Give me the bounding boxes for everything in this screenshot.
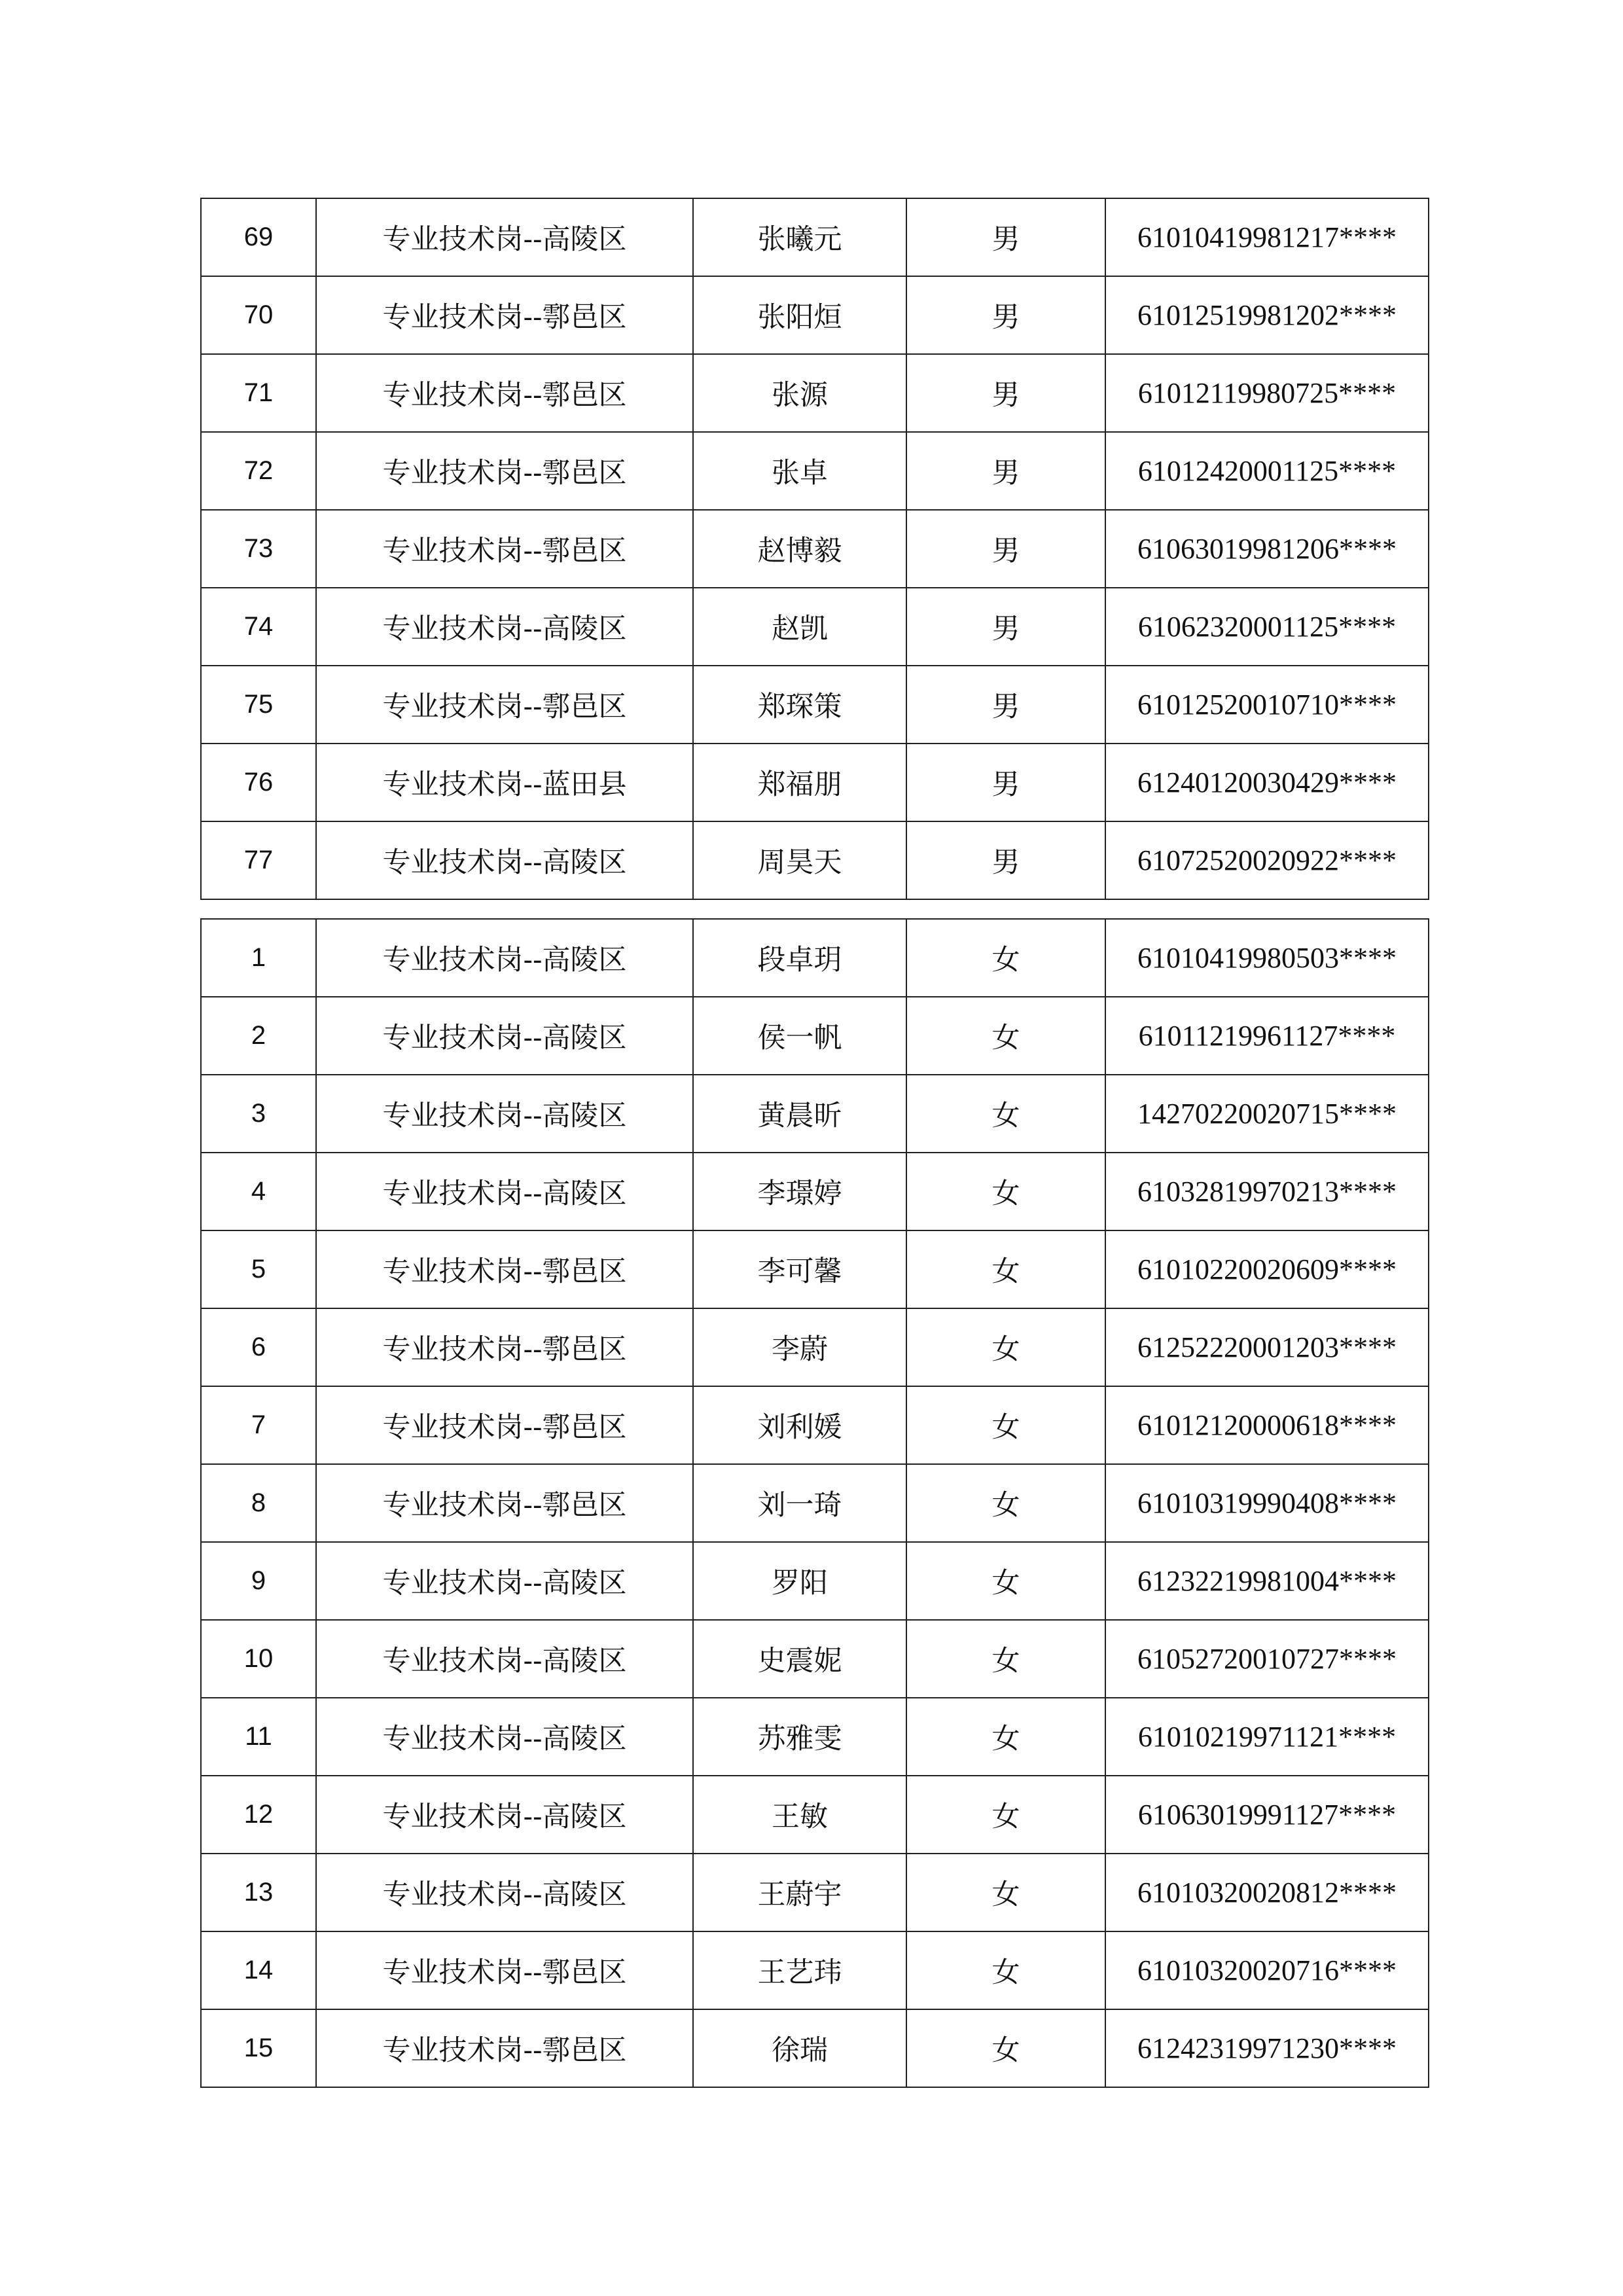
name-cell: 段卓玥 (693, 919, 906, 997)
row-number: 7 (201, 1386, 316, 1464)
post-cell: 专业技术岗--高陵区 (316, 1542, 693, 1620)
id-number-cell: 61012119980725**** (1105, 354, 1429, 432)
table-row (201, 198, 1429, 276)
table-row (201, 666, 1429, 744)
row-number: 8 (201, 1464, 316, 1542)
gender-cell: 女 (906, 1386, 1105, 1464)
table-row (201, 1854, 1429, 1931)
row-number: 75 (201, 666, 316, 744)
id-number-cell: 61012519981202**** (1105, 276, 1429, 354)
post-cell: 专业技术岗--高陵区 (316, 997, 693, 1075)
gender-cell: 女 (906, 1464, 1105, 1542)
gender-cell: 女 (906, 1542, 1105, 1620)
post-cell: 专业技术岗--鄠邑区 (316, 510, 693, 588)
name-cell: 张阳烜 (693, 276, 906, 354)
id-number-cell: 61010419980503**** (1105, 919, 1429, 997)
name-cell: 张卓 (693, 432, 906, 510)
post-cell: 专业技术岗--鄠邑区 (316, 1931, 693, 2009)
name-cell: 侯一帆 (693, 997, 906, 1075)
post-cell: 专业技术岗--鄠邑区 (316, 354, 693, 432)
id-number-cell: 61072520020922**** (1105, 821, 1429, 899)
id-number-cell: 61242319971230**** (1105, 2009, 1429, 2087)
id-number-cell: 61012120000618**** (1105, 1386, 1429, 1464)
id-number-cell: 61012520010710**** (1105, 666, 1429, 744)
post-cell: 专业技术岗--鄠邑区 (316, 1308, 693, 1386)
gender-cell: 男 (906, 744, 1105, 821)
name-cell: 王蔚宇 (693, 1854, 906, 1931)
id-number-cell: 61063019981206**** (1105, 510, 1429, 588)
id-number-cell: 61010419981217**** (1105, 198, 1429, 276)
row-number: 12 (201, 1776, 316, 1854)
male-candidates-table (200, 198, 1429, 900)
name-cell: 徐瑞 (693, 2009, 906, 2087)
male-table-body (201, 198, 1429, 899)
post-cell: 专业技术岗--鄠邑区 (316, 1464, 693, 1542)
post-cell: 专业技术岗--蓝田县 (316, 744, 693, 821)
table-row (201, 997, 1429, 1075)
table-row (201, 1386, 1429, 1464)
name-cell: 赵博毅 (693, 510, 906, 588)
row-number: 5 (201, 1230, 316, 1308)
name-cell: 张源 (693, 354, 906, 432)
gender-cell: 女 (906, 1931, 1105, 2009)
gender-cell: 女 (906, 1620, 1105, 1698)
name-cell: 李蔚 (693, 1308, 906, 1386)
gender-cell: 男 (906, 198, 1105, 276)
table-row (201, 1776, 1429, 1854)
gender-cell: 男 (906, 354, 1105, 432)
gender-cell: 男 (906, 510, 1105, 588)
row-number: 6 (201, 1308, 316, 1386)
gender-cell: 男 (906, 821, 1105, 899)
table-row (201, 1464, 1429, 1542)
id-number-cell: 61252220001203**** (1105, 1308, 1429, 1386)
table-row (201, 510, 1429, 588)
table-row (201, 1075, 1429, 1153)
gender-cell: 女 (906, 1075, 1105, 1153)
gender-cell: 男 (906, 588, 1105, 666)
row-number: 15 (201, 2009, 316, 2087)
row-number: 73 (201, 510, 316, 588)
post-cell: 专业技术岗--高陵区 (316, 1620, 693, 1698)
post-cell: 专业技术岗--高陵区 (316, 1854, 693, 1931)
row-number: 76 (201, 744, 316, 821)
table-row (201, 1698, 1429, 1776)
id-number-cell: 61011219961127**** (1105, 997, 1429, 1075)
table-row (201, 919, 1429, 997)
id-number-cell: 61010319990408**** (1105, 1464, 1429, 1542)
name-cell: 黄晨昕 (693, 1075, 906, 1153)
name-cell: 赵凯 (693, 588, 906, 666)
gender-cell: 女 (906, 1153, 1105, 1230)
row-number: 13 (201, 1854, 316, 1931)
post-cell: 专业技术岗--高陵区 (316, 919, 693, 997)
row-number: 69 (201, 198, 316, 276)
name-cell: 王艺玮 (693, 1931, 906, 2009)
id-number-cell: 61010320020716**** (1105, 1931, 1429, 2009)
table-row (201, 1308, 1429, 1386)
id-number-cell: 61063019991127**** (1105, 1776, 1429, 1854)
gender-cell: 男 (906, 276, 1105, 354)
post-cell: 专业技术岗--高陵区 (316, 821, 693, 899)
row-number: 1 (201, 919, 316, 997)
post-cell: 专业技术岗--鄠邑区 (316, 2009, 693, 2087)
row-number: 2 (201, 997, 316, 1075)
row-number: 11 (201, 1698, 316, 1776)
post-cell: 专业技术岗--鄠邑区 (316, 1230, 693, 1308)
post-cell: 专业技术岗--鄠邑区 (316, 666, 693, 744)
id-number-cell: 61062320001125**** (1105, 588, 1429, 666)
female-candidates-table (200, 918, 1429, 2088)
gender-cell: 女 (906, 997, 1105, 1075)
post-cell: 专业技术岗--高陵区 (316, 1698, 693, 1776)
name-cell: 张曦元 (693, 198, 906, 276)
name-cell: 刘利媛 (693, 1386, 906, 1464)
gender-cell: 女 (906, 1698, 1105, 1776)
id-number-cell: 61052720010727**** (1105, 1620, 1429, 1698)
id-number-cell: 14270220020715**** (1105, 1075, 1429, 1153)
name-cell: 郑福朋 (693, 744, 906, 821)
id-number-cell: 61232219981004**** (1105, 1542, 1429, 1620)
row-number: 70 (201, 276, 316, 354)
table-row (201, 1620, 1429, 1698)
table-row (201, 744, 1429, 821)
name-cell: 史震妮 (693, 1620, 906, 1698)
post-cell: 专业技术岗--高陵区 (316, 1776, 693, 1854)
gender-cell: 女 (906, 1854, 1105, 1931)
id-number-cell: 61032819970213**** (1105, 1153, 1429, 1230)
id-number-cell: 61010320020812**** (1105, 1854, 1429, 1931)
table-row (201, 1931, 1429, 2009)
id-number-cell: 61012420001125**** (1105, 432, 1429, 510)
post-cell: 专业技术岗--高陵区 (316, 198, 693, 276)
gender-cell: 男 (906, 432, 1105, 510)
name-cell: 苏雅雯 (693, 1698, 906, 1776)
name-cell: 刘一琦 (693, 1464, 906, 1542)
row-number: 3 (201, 1075, 316, 1153)
table-row (201, 1542, 1429, 1620)
table-row (201, 432, 1429, 510)
table-row (201, 2009, 1429, 2087)
table-row (201, 1230, 1429, 1308)
table-row (201, 276, 1429, 354)
table-row (201, 1153, 1429, 1230)
female-table-body (201, 919, 1429, 2087)
gender-cell: 女 (906, 2009, 1105, 2087)
table-row (201, 588, 1429, 666)
id-number-cell: 61240120030429**** (1105, 744, 1429, 821)
row-number: 77 (201, 821, 316, 899)
name-cell: 李可馨 (693, 1230, 906, 1308)
post-cell: 专业技术岗--鄠邑区 (316, 276, 693, 354)
row-number: 14 (201, 1931, 316, 2009)
row-number: 72 (201, 432, 316, 510)
name-cell: 周昊天 (693, 821, 906, 899)
name-cell: 郑琛策 (693, 666, 906, 744)
row-number: 9 (201, 1542, 316, 1620)
post-cell: 专业技术岗--鄠邑区 (316, 432, 693, 510)
gender-cell: 男 (906, 666, 1105, 744)
post-cell: 专业技术岗--高陵区 (316, 588, 693, 666)
row-number: 74 (201, 588, 316, 666)
id-number-cell: 61010220020609**** (1105, 1230, 1429, 1308)
row-number: 4 (201, 1153, 316, 1230)
row-number: 71 (201, 354, 316, 432)
table-row (201, 821, 1429, 899)
name-cell: 李璟婷 (693, 1153, 906, 1230)
post-cell: 专业技术岗--高陵区 (316, 1153, 693, 1230)
post-cell: 专业技术岗--高陵区 (316, 1075, 693, 1153)
post-cell: 专业技术岗--鄠邑区 (316, 1386, 693, 1464)
gender-cell: 女 (906, 919, 1105, 997)
id-number-cell: 61010219971121**** (1105, 1698, 1429, 1776)
row-number: 10 (201, 1620, 316, 1698)
table-row (201, 354, 1429, 432)
gender-cell: 女 (906, 1230, 1105, 1308)
name-cell: 王敏 (693, 1776, 906, 1854)
gender-cell: 女 (906, 1308, 1105, 1386)
name-cell: 罗阳 (693, 1542, 906, 1620)
gender-cell: 女 (906, 1776, 1105, 1854)
